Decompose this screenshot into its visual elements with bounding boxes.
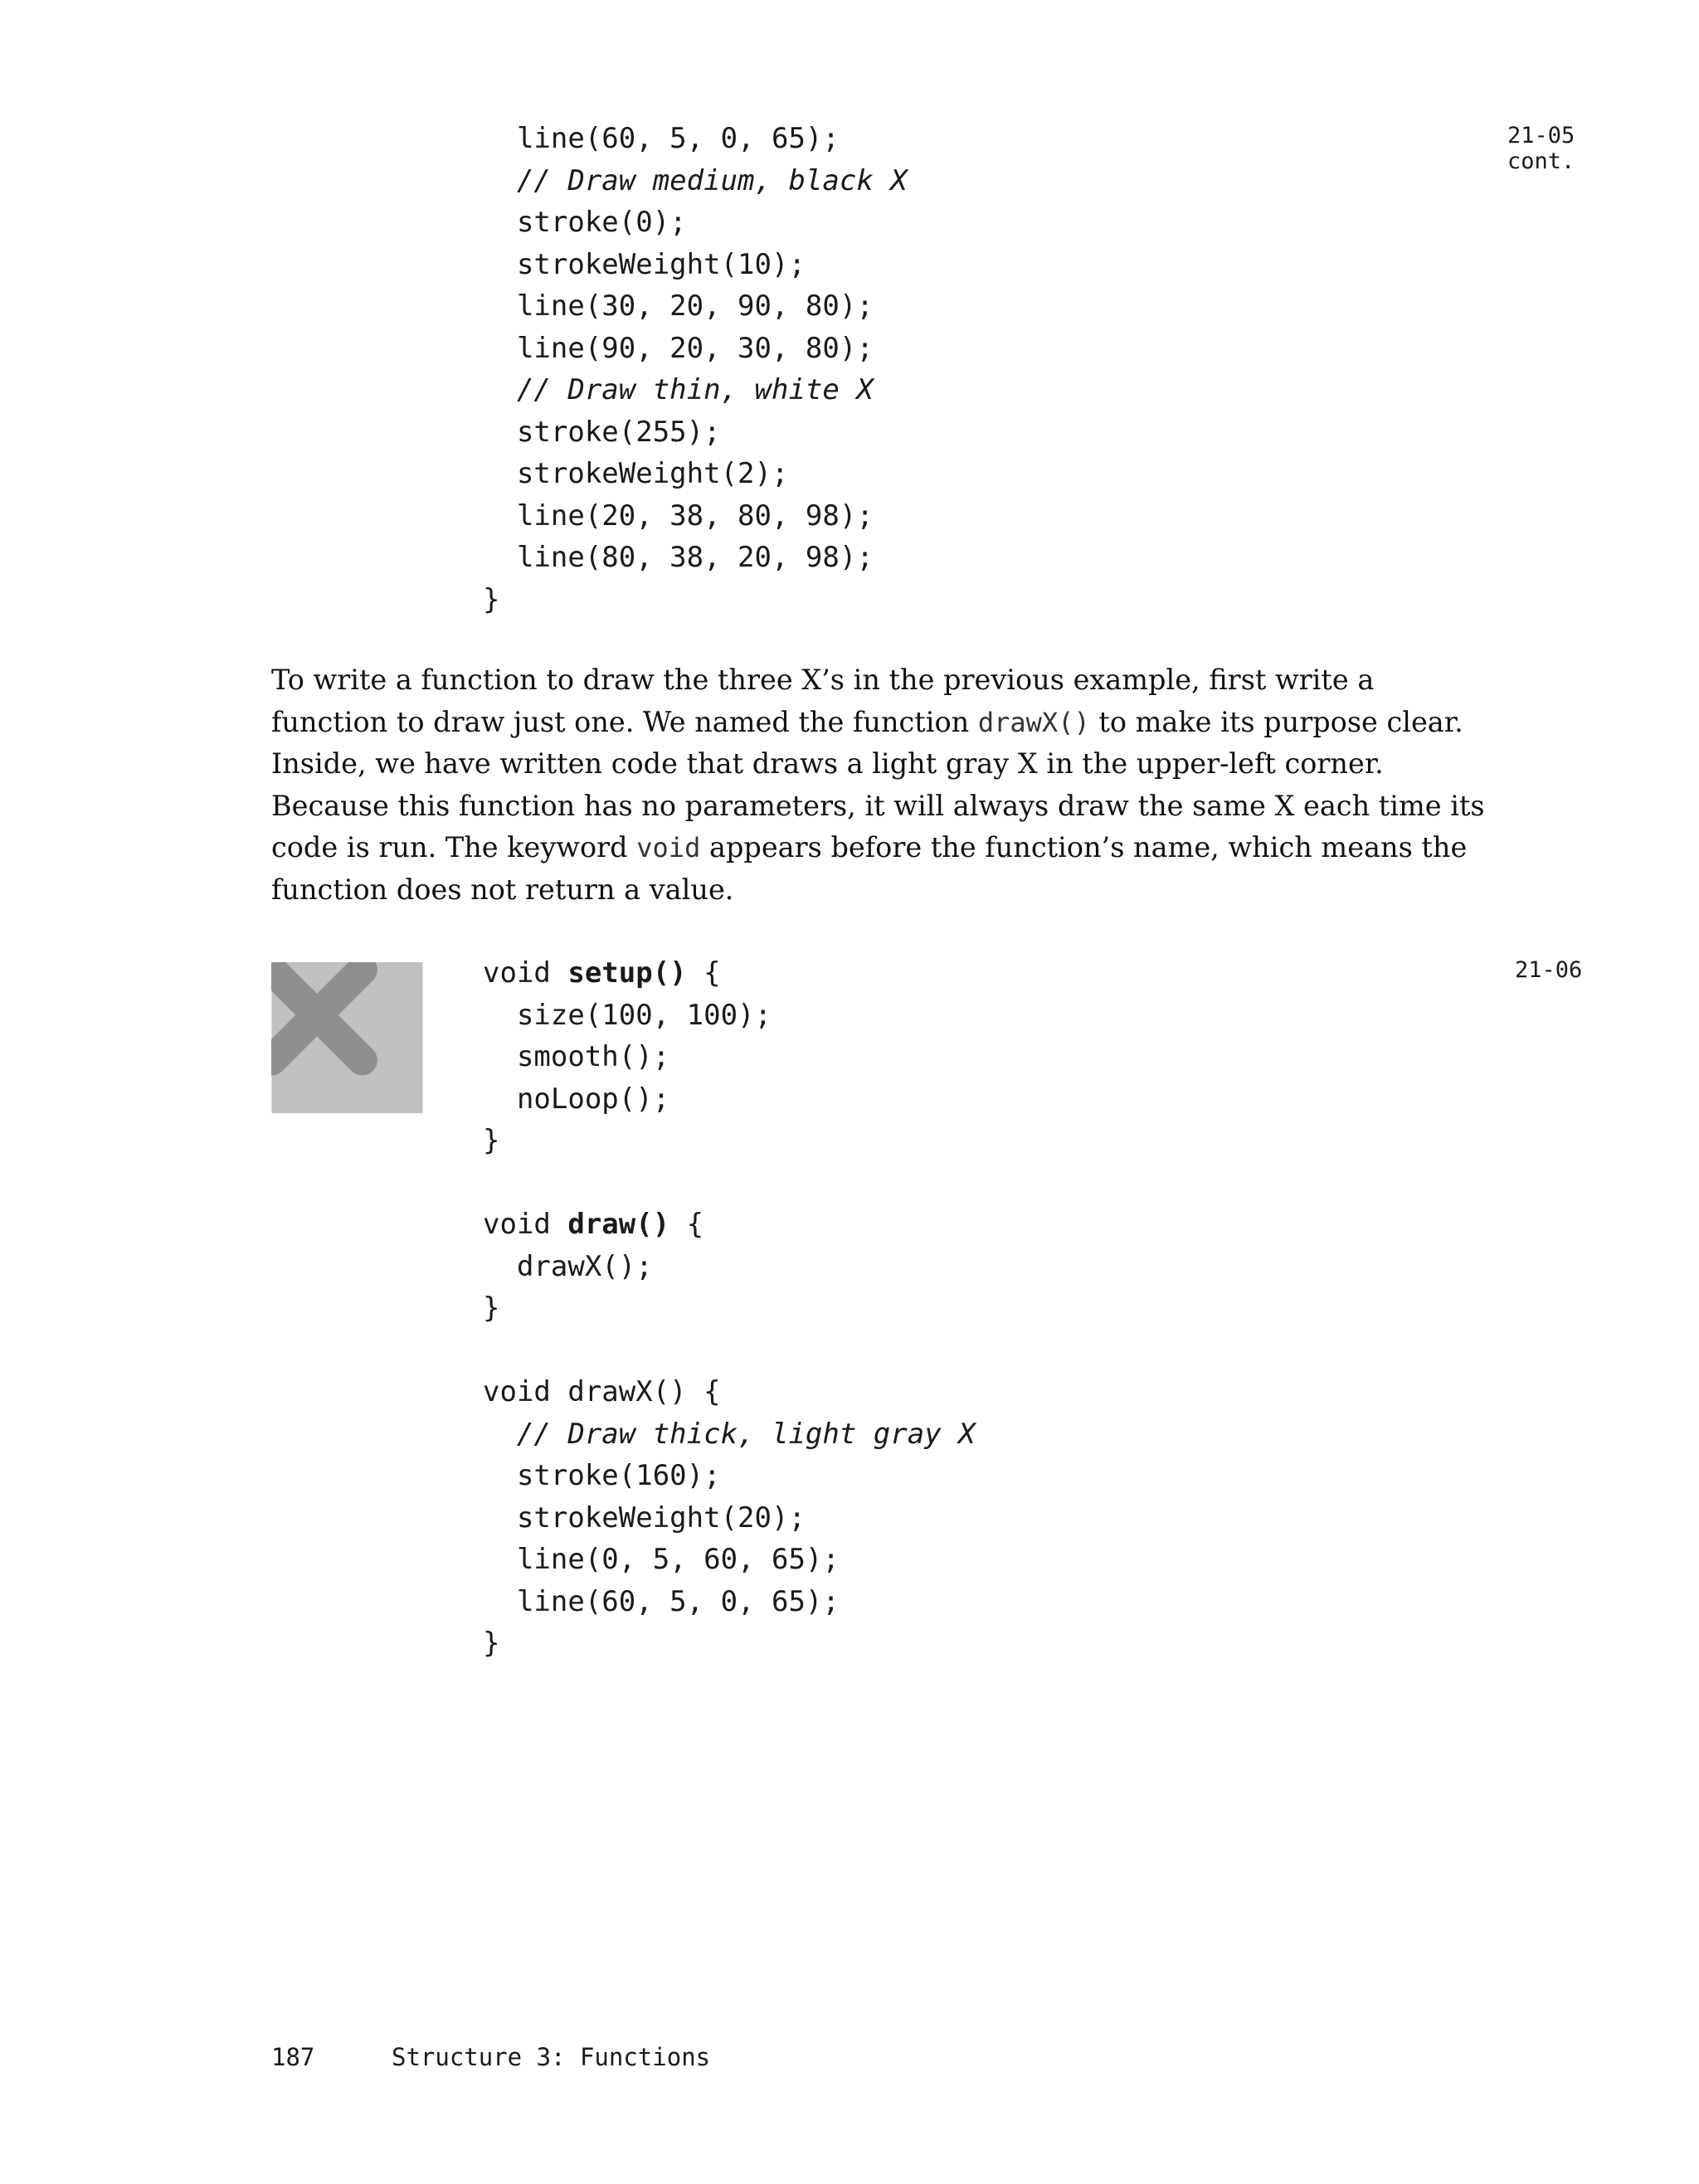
code-line xyxy=(483,118,908,160)
code-text: { xyxy=(669,1208,704,1241)
body-paragraph xyxy=(271,659,1491,911)
example-label-21-05-cont: 21-05 cont. xyxy=(1507,123,1575,174)
code-text: size(100, 100); xyxy=(483,998,772,1032)
code-line xyxy=(483,1497,976,1540)
code-line xyxy=(483,160,908,202)
blank-line xyxy=(483,1162,976,1204)
code-line xyxy=(483,1078,976,1121)
code-text: line(60, 5, 0, 65); xyxy=(483,122,840,155)
code-text: smooth(); xyxy=(483,1040,670,1073)
code-line xyxy=(483,453,908,495)
example-output-image xyxy=(271,962,423,1113)
code-line xyxy=(483,537,908,579)
code-text: stroke(255); xyxy=(483,415,721,449)
code-line xyxy=(483,369,908,411)
code-line xyxy=(483,285,908,328)
blank-line xyxy=(483,1330,976,1372)
code-comment: // Draw thick, light gray X xyxy=(483,1417,976,1451)
code-line xyxy=(483,411,908,454)
code-comment: // Draw medium, black X xyxy=(483,163,908,197)
code-comment: // Draw thin, white X xyxy=(483,373,874,406)
code-line xyxy=(483,1246,976,1288)
code-line xyxy=(483,1455,976,1497)
paragraph-text-1: To write a function to draw the three X’s in the previous example, first write a function to draw just one. We named the function xyxy=(271,664,1375,738)
code-line xyxy=(483,1622,976,1665)
inline-code-void: void xyxy=(636,832,701,863)
code-text: strokeWeight(2); xyxy=(483,457,789,490)
code-text: void drawX() { xyxy=(483,1375,721,1408)
code-line xyxy=(483,995,976,1037)
code-line xyxy=(483,1287,976,1330)
code-line xyxy=(483,328,908,370)
running-footer-chapter: Structure 3: Functions xyxy=(392,2043,711,2071)
code-text: drawX(); xyxy=(483,1249,653,1283)
paragraph-text-3: appears before the function’s name, which means the function does not return a value. xyxy=(271,831,1468,906)
code-text: } xyxy=(483,1291,500,1325)
code-line xyxy=(483,1371,976,1413)
code-line xyxy=(483,1581,976,1623)
code-block-21-06 xyxy=(483,952,976,1665)
code-block-21-05-continued xyxy=(483,118,908,620)
code-line xyxy=(483,1539,976,1581)
code-text: } xyxy=(483,582,500,616)
code-line xyxy=(483,579,908,621)
code-text: line(60, 5, 0, 65); xyxy=(483,1584,840,1618)
code-line xyxy=(483,952,976,995)
code-text: strokeWeight(20); xyxy=(483,1501,806,1535)
code-text: line(80, 38, 20, 98); xyxy=(483,541,874,574)
code-text: } xyxy=(483,1627,500,1660)
code-line xyxy=(483,495,908,537)
code-line xyxy=(483,244,908,286)
code-text: strokeWeight(10); xyxy=(483,247,806,281)
code-line xyxy=(483,1036,976,1078)
code-text: { xyxy=(686,956,721,990)
page-number: 187 xyxy=(271,2043,315,2071)
code-function-name: draw() xyxy=(567,1208,670,1241)
paragraph-text-2: to make its purpose clear. Inside, we have written code that draws a light gray X in the upper-left corner. Because this function has no parameters, it will always draw the same X each time its code is run. The keyword xyxy=(271,705,1485,863)
code-text: void xyxy=(483,956,568,990)
code-text: void xyxy=(483,1208,568,1241)
gray-x-sketch xyxy=(271,962,423,1113)
code-text: line(30, 20, 90, 80); xyxy=(483,289,874,323)
code-text: stroke(0); xyxy=(483,206,687,239)
code-text: line(90, 20, 30, 80); xyxy=(483,331,874,365)
code-line xyxy=(483,1204,976,1246)
code-text: stroke(160); xyxy=(483,1459,721,1492)
code-line xyxy=(483,1120,976,1162)
code-text: } xyxy=(483,1124,500,1157)
inline-code-drawx: drawX() xyxy=(977,706,1090,738)
code-function-name: setup() xyxy=(567,956,687,990)
code-text: line(20, 38, 80, 98); xyxy=(483,499,874,533)
example-label-21-06: 21-06 xyxy=(1515,957,1583,983)
code-line xyxy=(483,1413,976,1456)
code-text: line(0, 5, 60, 65); xyxy=(483,1543,840,1576)
code-line xyxy=(483,202,908,244)
code-text: noLoop(); xyxy=(483,1082,670,1116)
